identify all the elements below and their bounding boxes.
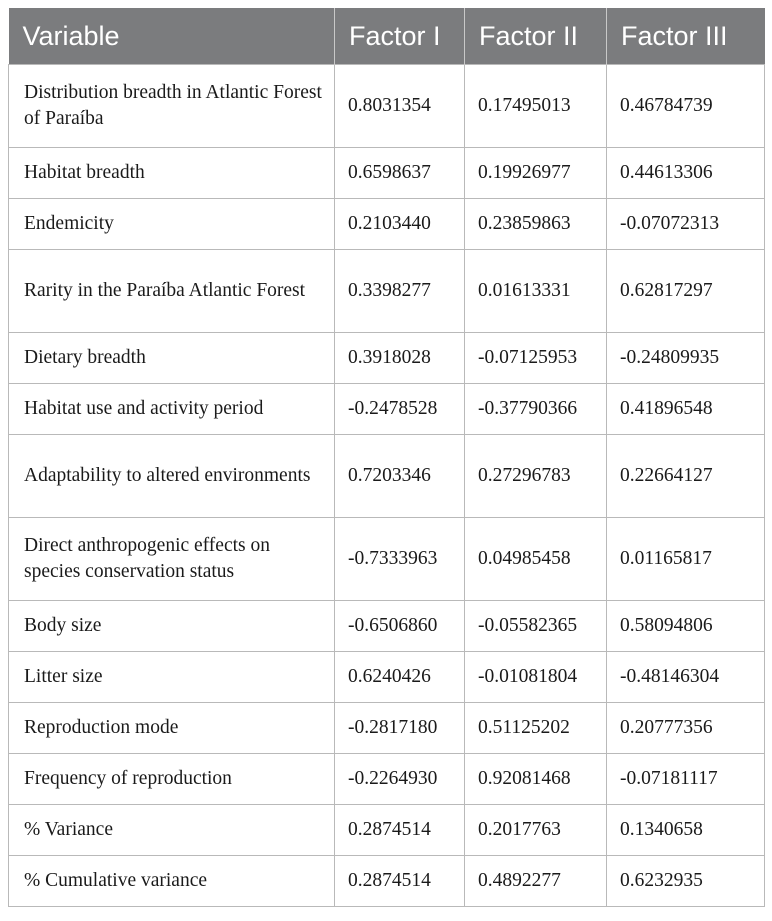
- variable-cell: Reproduction mode: [9, 703, 335, 754]
- table-row: [9, 754, 765, 805]
- table-row: [9, 199, 765, 250]
- variable-cell: Habitat breadth: [9, 148, 335, 199]
- table-row: [9, 652, 765, 703]
- factor-iii-cell: 0.01165817: [607, 518, 765, 601]
- factor-i-cell: 0.3918028: [335, 333, 465, 384]
- variable-cell: % Cumulative variance: [9, 856, 335, 907]
- factor-i-cell: -0.2264930: [335, 754, 465, 805]
- variable-cell: Endemicity: [9, 199, 335, 250]
- factor-i-cell: 0.7203346: [335, 435, 465, 518]
- header-row: [9, 8, 765, 65]
- variable-cell: Direct anthropogenic effects on species conservation status: [9, 518, 335, 601]
- factor-iii-cell: -0.48146304: [607, 652, 765, 703]
- factor-loadings-table: [8, 8, 765, 907]
- factor-iii-cell: 0.41896548: [607, 384, 765, 435]
- variable-cell: Rarity in the Paraíba Atlantic Forest: [9, 250, 335, 333]
- table-row: [9, 333, 765, 384]
- table-row: [9, 384, 765, 435]
- table-row: [9, 148, 765, 199]
- factor-iii-cell: -0.07181117: [607, 754, 765, 805]
- header-variable: Variable: [9, 8, 335, 65]
- factor-ii-cell: -0.37790366: [465, 384, 607, 435]
- factor-ii-cell: -0.07125953: [465, 333, 607, 384]
- factor-iii-cell: 0.44613306: [607, 148, 765, 199]
- variable-cell: Dietary breadth: [9, 333, 335, 384]
- table-row: [9, 601, 765, 652]
- factor-i-cell: -0.2478528: [335, 384, 465, 435]
- table-header: [9, 8, 765, 65]
- factor-ii-cell: 0.2017763: [465, 805, 607, 856]
- factor-i-cell: 0.2874514: [335, 856, 465, 907]
- factor-ii-cell: -0.01081804: [465, 652, 607, 703]
- factor-iii-cell: 0.46784739: [607, 65, 765, 148]
- factor-i-cell: 0.3398277: [335, 250, 465, 333]
- variable-cell: Adaptability to altered environments: [9, 435, 335, 518]
- header-factor-iii: Factor III: [607, 8, 765, 65]
- factor-ii-cell: 0.51125202: [465, 703, 607, 754]
- factor-ii-cell: 0.92081468: [465, 754, 607, 805]
- factor-i-cell: 0.8031354: [335, 65, 465, 148]
- factor-ii-cell: 0.19926977: [465, 148, 607, 199]
- factor-iii-cell: 0.1340658: [607, 805, 765, 856]
- variable-cell: Litter size: [9, 652, 335, 703]
- factor-i-cell: -0.6506860: [335, 601, 465, 652]
- factor-iii-cell: -0.07072313: [607, 199, 765, 250]
- table-row: [9, 250, 765, 333]
- factor-i-cell: 0.2103440: [335, 199, 465, 250]
- factor-ii-cell: 0.27296783: [465, 435, 607, 518]
- factor-i-cell: 0.2874514: [335, 805, 465, 856]
- variable-cell: Body size: [9, 601, 335, 652]
- table-row: [9, 435, 765, 518]
- factor-iii-cell: -0.24809935: [607, 333, 765, 384]
- variable-cell: Frequency of reproduction: [9, 754, 335, 805]
- factor-ii-cell: 0.01613331: [465, 250, 607, 333]
- factor-ii-cell: -0.05582365: [465, 601, 607, 652]
- factor-i-cell: 0.6598637: [335, 148, 465, 199]
- factor-iii-cell: 0.20777356: [607, 703, 765, 754]
- table-row: [9, 65, 765, 148]
- factor-i-cell: -0.2817180: [335, 703, 465, 754]
- header-factor-ii: Factor II: [465, 8, 607, 65]
- factor-ii-cell: 0.17495013: [465, 65, 607, 148]
- factor-iii-cell: 0.6232935: [607, 856, 765, 907]
- factor-ii-cell: 0.4892277: [465, 856, 607, 907]
- variable-cell: Habitat use and activity period: [9, 384, 335, 435]
- table-row: [9, 805, 765, 856]
- table-row: [9, 518, 765, 601]
- header-factor-i: Factor I: [335, 8, 465, 65]
- table-row: [9, 703, 765, 754]
- factor-i-cell: -0.7333963: [335, 518, 465, 601]
- variable-cell: Distribution breadth in Atlantic Forest of Paraíba: [9, 65, 335, 148]
- table-body: [9, 65, 765, 907]
- factor-iii-cell: 0.62817297: [607, 250, 765, 333]
- factor-ii-cell: 0.23859863: [465, 199, 607, 250]
- factor-iii-cell: 0.58094806: [607, 601, 765, 652]
- factor-i-cell: 0.6240426: [335, 652, 465, 703]
- factor-ii-cell: 0.04985458: [465, 518, 607, 601]
- variable-cell: % Variance: [9, 805, 335, 856]
- table-row: [9, 856, 765, 907]
- factor-iii-cell: 0.22664127: [607, 435, 765, 518]
